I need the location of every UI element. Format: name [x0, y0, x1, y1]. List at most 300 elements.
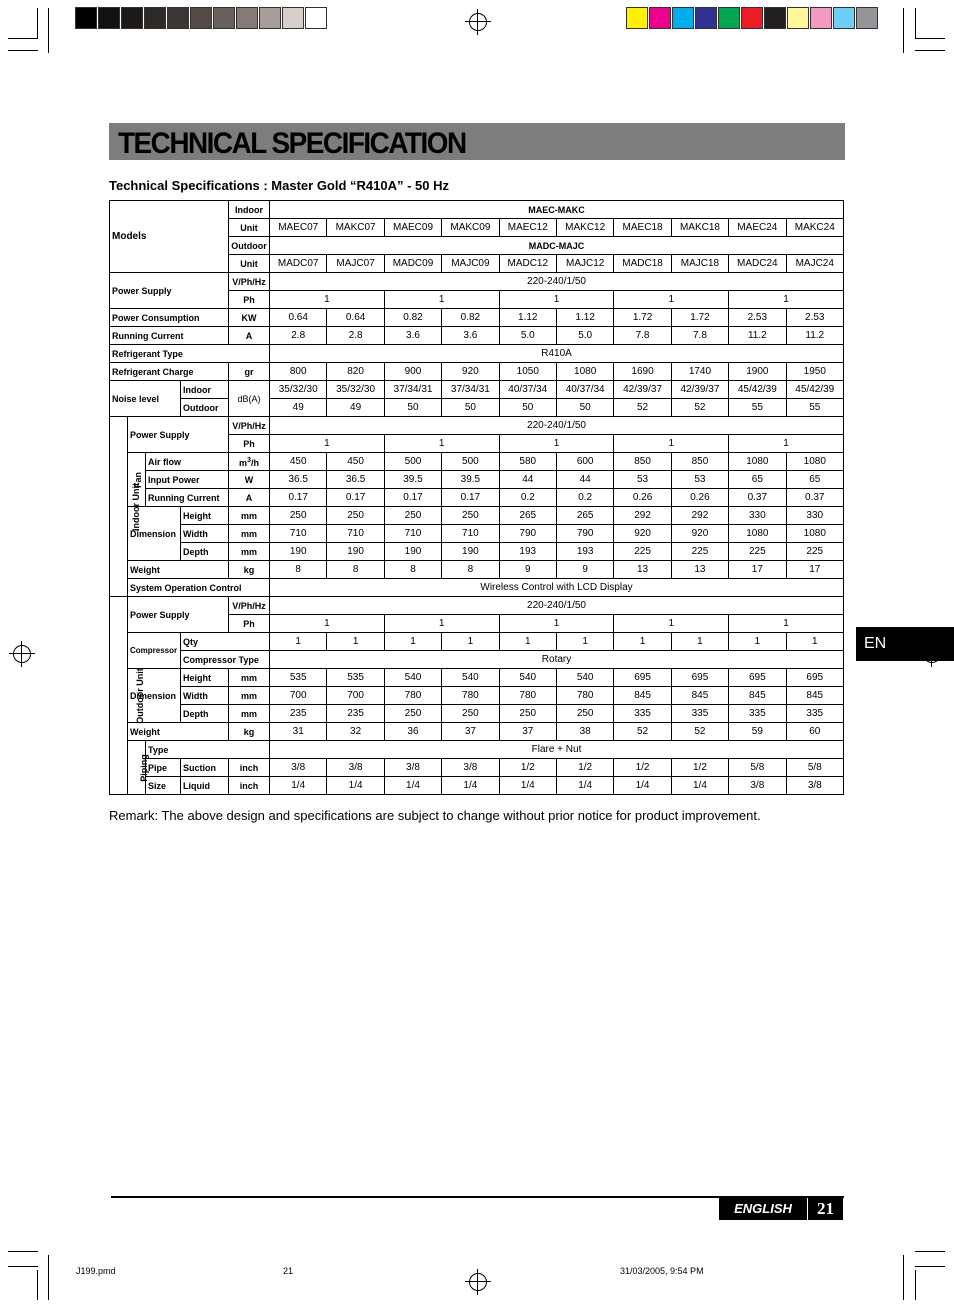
value-cell: 50: [556, 399, 613, 417]
value-cell: MAKC24: [786, 219, 843, 237]
table-cell: R410A: [270, 345, 844, 363]
value-cell: 42/39/37: [671, 381, 728, 399]
table-cell: Weight: [128, 561, 229, 579]
value-cell: 60: [786, 723, 843, 741]
table-row: [110, 669, 844, 687]
value-cell: 695: [729, 669, 786, 687]
value-cell: MAKC18: [671, 219, 728, 237]
table-row: [110, 705, 844, 723]
language-tab-label: EN: [864, 635, 887, 652]
value-cell: 1: [384, 435, 499, 453]
value-cell: 3.6: [384, 327, 441, 345]
value-cell: 0.82: [384, 309, 441, 327]
value-cell: 335: [614, 705, 671, 723]
table-cell: Unit: [229, 255, 270, 273]
table-cell: Width: [181, 687, 229, 705]
table-cell: W: [229, 471, 270, 489]
value-cell: 700: [270, 687, 327, 705]
value-cell: 1.72: [614, 309, 671, 327]
color-swatch: [856, 7, 878, 29]
table-cell: Power Consumption: [110, 309, 229, 327]
value-cell: 250: [556, 705, 613, 723]
value-cell: 1/4: [384, 777, 441, 795]
value-cell: 845: [786, 687, 843, 705]
color-calibration-bar: [626, 7, 879, 29]
value-cell: 335: [671, 705, 728, 723]
table-row: [110, 417, 844, 435]
value-cell: 265: [556, 507, 613, 525]
value-cell: 2.8: [327, 327, 384, 345]
table-cell: mm: [229, 705, 270, 723]
table-row: [110, 759, 844, 777]
value-cell: 900: [384, 363, 441, 381]
value-cell: 53: [671, 471, 728, 489]
value-cell: 710: [327, 525, 384, 543]
indoor-unit-label: Indoor Unit: [110, 417, 128, 597]
value-cell: 1: [327, 633, 384, 651]
table-row: [110, 777, 844, 795]
table-cell: 220-240/1/50: [270, 597, 844, 615]
value-cell: 1: [729, 291, 844, 309]
crop-mark: [37, 8, 38, 38]
table-row: [110, 525, 844, 543]
table-row: [110, 273, 844, 291]
table-cell: Height: [181, 507, 229, 525]
value-cell: 52: [671, 399, 728, 417]
value-cell: 7.8: [614, 327, 671, 345]
table-cell: Noise level: [110, 381, 181, 417]
table-cell: Power Supply: [128, 597, 229, 633]
table-row: [110, 453, 844, 471]
gray-swatch: [236, 7, 258, 29]
value-cell: 535: [270, 669, 327, 687]
registration-mark-icon: [13, 645, 31, 663]
value-cell: 11.2: [786, 327, 843, 345]
table-cell: Type: [146, 741, 270, 759]
value-cell: MAKC07: [327, 219, 384, 237]
value-cell: MADC09: [384, 255, 441, 273]
registration-mark-icon: [923, 645, 941, 663]
value-cell: 250: [327, 507, 384, 525]
value-cell: 250: [442, 507, 499, 525]
value-cell: 55: [786, 399, 843, 417]
crop-mark: [8, 50, 38, 51]
table-cell: Rotary: [270, 651, 844, 669]
table-cell: Weight: [128, 723, 229, 741]
value-cell: 330: [729, 507, 786, 525]
value-cell: 1950: [786, 363, 843, 381]
value-cell: 710: [442, 525, 499, 543]
power-supply-label: Power Supply: [110, 273, 229, 309]
table-cell: Width: [181, 525, 229, 543]
table-cell: Ph: [229, 435, 270, 453]
value-cell: 50: [442, 399, 499, 417]
table-cell: Dimension: [128, 669, 181, 723]
value-cell: 8: [270, 561, 327, 579]
value-cell: 800: [270, 363, 327, 381]
table-row: [110, 507, 844, 525]
value-cell: 5.0: [556, 327, 613, 345]
footer-filename: J199.pmd: [76, 1266, 116, 1276]
gray-swatch: [305, 7, 327, 29]
value-cell: 35/32/30: [327, 381, 384, 399]
value-cell: 780: [499, 687, 556, 705]
value-cell: 3/8: [442, 759, 499, 777]
value-cell: 845: [729, 687, 786, 705]
value-cell: 335: [786, 705, 843, 723]
value-cell: 45/42/39: [786, 381, 843, 399]
value-cell: MAJC12: [556, 255, 613, 273]
crop-mark: [915, 8, 916, 38]
value-cell: 1/4: [327, 777, 384, 795]
value-cell: 1.72: [671, 309, 728, 327]
table-row: [110, 597, 844, 615]
value-cell: 450: [327, 453, 384, 471]
compressor-label: Compressor: [128, 633, 181, 669]
value-cell: 36.5: [270, 471, 327, 489]
value-cell: 39.5: [384, 471, 441, 489]
crop-mark: [915, 38, 945, 39]
value-cell: 36: [384, 723, 441, 741]
value-cell: 7.8: [671, 327, 728, 345]
table-row: [110, 471, 844, 489]
table-row: [110, 363, 844, 381]
value-cell: 250: [384, 507, 441, 525]
value-cell: 265: [499, 507, 556, 525]
footer-language: ENGLISH: [719, 1198, 807, 1220]
value-cell: 1080: [729, 453, 786, 471]
value-cell: 3.6: [442, 327, 499, 345]
unit-cell: $m^3/h$: [229, 453, 270, 471]
value-cell: 1: [614, 291, 729, 309]
value-cell: 38: [556, 723, 613, 741]
value-cell: 50: [499, 399, 556, 417]
value-cell: 0.17: [384, 489, 441, 507]
value-cell: 1.12: [556, 309, 613, 327]
table-cell: Air flow: [146, 453, 229, 471]
table-cell: dB(A): [229, 381, 270, 417]
value-cell: 1: [384, 291, 499, 309]
value-cell: 1: [614, 435, 729, 453]
value-cell: 0.26: [671, 489, 728, 507]
value-cell: MAJC18: [671, 255, 728, 273]
table-row: [110, 687, 844, 705]
value-cell: 540: [556, 669, 613, 687]
table-cell: Flare + Nut: [270, 741, 844, 759]
value-cell: 0.17: [270, 489, 327, 507]
value-cell: 1900: [729, 363, 786, 381]
value-cell: 49: [270, 399, 327, 417]
crop-mark: [8, 38, 38, 39]
value-cell: MAEC18: [614, 219, 671, 237]
value-cell: 45/42/39: [729, 381, 786, 399]
table-row: [110, 201, 844, 219]
grayscale-calibration-bar: [75, 7, 328, 29]
value-cell: 1: [729, 615, 844, 633]
table-cell: kg: [229, 561, 270, 579]
value-cell: 1: [729, 633, 786, 651]
table-row: [110, 327, 844, 345]
value-cell: 190: [327, 543, 384, 561]
value-cell: 1690: [614, 363, 671, 381]
value-cell: MADC12: [499, 255, 556, 273]
table-row: [110, 741, 844, 759]
crop-mark: [8, 1266, 38, 1267]
value-cell: 1050: [499, 363, 556, 381]
value-cell: 36.5: [327, 471, 384, 489]
value-cell: 790: [556, 525, 613, 543]
value-cell: 3/8: [729, 777, 786, 795]
value-cell: 1: [270, 615, 385, 633]
value-cell: 1: [614, 633, 671, 651]
value-cell: 1/2: [614, 759, 671, 777]
value-cell: 920: [671, 525, 728, 543]
page-number: 21: [808, 1198, 843, 1220]
table-cell: System Operation Control: [128, 579, 270, 597]
value-cell: 31: [270, 723, 327, 741]
value-cell: 1: [614, 615, 729, 633]
value-cell: 0.82: [442, 309, 499, 327]
value-cell: 225: [614, 543, 671, 561]
value-cell: 250: [442, 705, 499, 723]
value-cell: 65: [729, 471, 786, 489]
crop-mark: [903, 1255, 904, 1300]
remark-text: Remark: The above design and specifications are subject to change without prior notice for product improvement.: [109, 808, 761, 823]
footer-datetime: 31/03/2005, 9:54 PM: [620, 1266, 704, 1276]
value-cell: 225: [729, 543, 786, 561]
table-cell: Running Current: [110, 327, 229, 345]
table-cell: Unit: [229, 219, 270, 237]
table-cell: Qty: [181, 633, 270, 651]
table-cell: A: [229, 489, 270, 507]
gray-swatch: [167, 7, 189, 29]
value-cell: 850: [671, 453, 728, 471]
value-cell: 44: [499, 471, 556, 489]
value-cell: 13: [671, 561, 728, 579]
value-cell: 44: [556, 471, 613, 489]
footer-file-page: 21: [283, 1266, 294, 1276]
value-cell: 0.37: [786, 489, 843, 507]
models-label: Models: [110, 201, 229, 273]
value-cell: MAJC09: [442, 255, 499, 273]
value-cell: 8: [384, 561, 441, 579]
value-cell: 920: [614, 525, 671, 543]
value-cell: 0.2: [499, 489, 556, 507]
value-cell: 780: [556, 687, 613, 705]
value-cell: 193: [556, 543, 613, 561]
value-cell: MADC24: [729, 255, 786, 273]
table-cell: Ph: [229, 291, 270, 309]
value-cell: MAJC24: [786, 255, 843, 273]
table-cell: 220-240/1/50: [270, 273, 844, 291]
value-cell: 235: [270, 705, 327, 723]
crop-mark: [48, 8, 49, 53]
table-row: [110, 723, 844, 741]
value-cell: 600: [556, 453, 613, 471]
table-cell: Refrigerant Type: [110, 345, 270, 363]
value-cell: 780: [442, 687, 499, 705]
value-cell: 37/34/31: [442, 381, 499, 399]
value-cell: 52: [614, 723, 671, 741]
value-cell: 500: [442, 453, 499, 471]
value-cell: 39.5: [442, 471, 499, 489]
value-cell: 53: [614, 471, 671, 489]
value-cell: 780: [384, 687, 441, 705]
table-row: [110, 633, 844, 651]
value-cell: 1/4: [499, 777, 556, 795]
value-cell: 52: [671, 723, 728, 741]
value-cell: 580: [499, 453, 556, 471]
value-cell: 710: [384, 525, 441, 543]
value-cell: MAEC07: [270, 219, 327, 237]
outdoor-label: Outdoor: [229, 237, 270, 255]
table-cell: Input Power: [146, 471, 229, 489]
crop-mark: [915, 1270, 916, 1300]
value-cell: 40/37/34: [499, 381, 556, 399]
table-cell: Running Current: [146, 489, 229, 507]
value-cell: MAKC09: [442, 219, 499, 237]
gray-swatch: [98, 7, 120, 29]
value-cell: 37: [499, 723, 556, 741]
value-cell: 5.0: [499, 327, 556, 345]
value-cell: 0.64: [327, 309, 384, 327]
value-cell: 292: [614, 507, 671, 525]
color-swatch: [626, 7, 648, 29]
color-swatch: [649, 7, 671, 29]
value-cell: 845: [671, 687, 728, 705]
value-cell: 790: [499, 525, 556, 543]
value-cell: 330: [786, 507, 843, 525]
registration-mark-icon: [469, 1273, 487, 1291]
value-cell: 695: [614, 669, 671, 687]
table-row: [110, 579, 844, 597]
table-cell: Depth: [181, 705, 229, 723]
value-cell: 193: [499, 543, 556, 561]
value-cell: 1/4: [556, 777, 613, 795]
value-cell: 190: [442, 543, 499, 561]
value-cell: MAEC12: [499, 219, 556, 237]
table-cell: V/Ph/Hz: [229, 597, 270, 615]
table-cell: 220-240/1/50: [270, 417, 844, 435]
table-cell: Liquid: [181, 777, 229, 795]
value-cell: 1/4: [671, 777, 728, 795]
value-cell: MAJC07: [327, 255, 384, 273]
value-cell: 1.12: [499, 309, 556, 327]
color-swatch: [787, 7, 809, 29]
value-cell: 52: [614, 399, 671, 417]
table-cell: Power Supply: [128, 417, 229, 453]
value-cell: 0.26: [614, 489, 671, 507]
value-cell: 1: [270, 633, 327, 651]
crop-mark: [915, 1266, 945, 1267]
registration-mark-icon: [469, 13, 487, 31]
value-cell: 49: [327, 399, 384, 417]
value-cell: 0.17: [442, 489, 499, 507]
indoor-group-label: MAEC-MAKC: [270, 201, 844, 219]
value-cell: 540: [384, 669, 441, 687]
table-row: [110, 345, 844, 363]
value-cell: 250: [499, 705, 556, 723]
value-cell: 1: [499, 291, 614, 309]
value-cell: 8: [442, 561, 499, 579]
value-cell: 55: [729, 399, 786, 417]
crop-mark: [915, 1251, 945, 1252]
table-cell: mm: [229, 507, 270, 525]
value-cell: 1/4: [442, 777, 499, 795]
value-cell: 695: [671, 669, 728, 687]
value-cell: 3/8: [270, 759, 327, 777]
value-cell: 710: [270, 525, 327, 543]
value-cell: 50: [384, 399, 441, 417]
value-cell: 450: [270, 453, 327, 471]
value-cell: 190: [270, 543, 327, 561]
value-cell: 1080: [786, 453, 843, 471]
value-cell: 820: [327, 363, 384, 381]
value-cell: 1: [729, 435, 844, 453]
value-cell: 0.37: [729, 489, 786, 507]
gray-swatch: [144, 7, 166, 29]
value-cell: 1080: [556, 363, 613, 381]
value-cell: MAKC12: [556, 219, 613, 237]
value-cell: 1: [499, 615, 614, 633]
gray-swatch: [75, 7, 97, 29]
value-cell: 1: [499, 435, 614, 453]
color-swatch: [672, 7, 694, 29]
value-cell: 0.64: [270, 309, 327, 327]
value-cell: 250: [384, 705, 441, 723]
value-cell: 1: [499, 633, 556, 651]
value-cell: 225: [786, 543, 843, 561]
value-cell: 65: [786, 471, 843, 489]
title-band: [109, 123, 845, 160]
table-cell: Wireless Control with LCD Display: [270, 579, 844, 597]
value-cell: 500: [384, 453, 441, 471]
indoor-label: Indoor: [229, 201, 270, 219]
value-cell: 0.2: [556, 489, 613, 507]
table-cell: Compressor Type: [181, 651, 270, 669]
table-cell: mm: [229, 687, 270, 705]
crop-mark: [903, 8, 904, 53]
value-cell: 5/8: [729, 759, 786, 777]
table-cell: Refrigerant Charge: [110, 363, 229, 381]
table-cell: V/Ph/Hz: [229, 273, 270, 291]
table-row: [110, 543, 844, 561]
gray-swatch: [121, 7, 143, 29]
value-cell: 42/39/37: [614, 381, 671, 399]
table-cell: mm: [229, 543, 270, 561]
value-cell: 40/37/34: [556, 381, 613, 399]
table-cell: inch: [229, 777, 270, 795]
value-cell: 59: [729, 723, 786, 741]
value-cell: 8: [327, 561, 384, 579]
value-cell: 225: [671, 543, 728, 561]
value-cell: 845: [614, 687, 671, 705]
table-cell: Dimension: [128, 507, 181, 561]
table-row: [110, 309, 844, 327]
value-cell: 9: [556, 561, 613, 579]
value-cell: 695: [786, 669, 843, 687]
color-swatch: [695, 7, 717, 29]
color-swatch: [718, 7, 740, 29]
value-cell: 535: [327, 669, 384, 687]
value-cell: 17: [786, 561, 843, 579]
value-cell: 2.53: [729, 309, 786, 327]
value-cell: MADC07: [270, 255, 327, 273]
table-row: [110, 651, 844, 669]
table-cell: Indoor: [181, 381, 229, 399]
value-cell: 540: [442, 669, 499, 687]
value-cell: 235: [327, 705, 384, 723]
